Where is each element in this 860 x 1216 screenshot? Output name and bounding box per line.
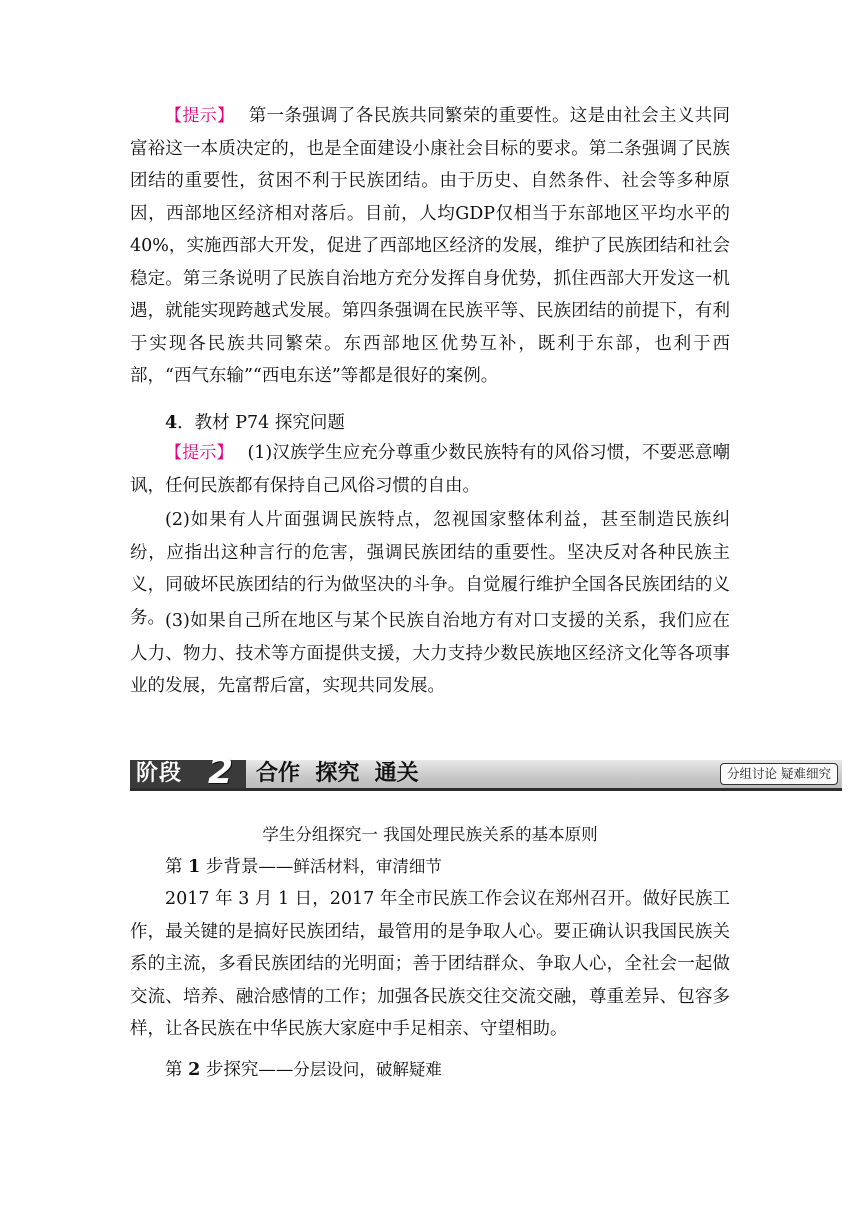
step1-prefix: 第 (165, 857, 189, 877)
answer-item-1 (130, 437, 730, 502)
banner-rule (130, 788, 842, 791)
inquiry-heading: 学生分组探究一 我国处理民族关系的基本原则 (262, 825, 598, 844)
step2-prefix: 第 (165, 1060, 189, 1080)
banner-title: 合作 探究 通关 (256, 761, 419, 786)
banner-tag: 分组讨论 疑难细究 (720, 763, 838, 785)
answer-item-1-text: (1)汉族学生应充分尊重少数民族特有的风俗习惯，不要恶意嘲讽，任何民族都有保持自己风俗习惯的自由。 (130, 443, 731, 496)
answer-item-3: (3)如果自己所在地区与某个民族自治地方有对口支援的关系，我们应在人力、物力、技术等方面提供支援，大力支持少数民族地区经济文化等各项事业的发展，先富帮后富，实现共同发展。 (130, 611, 730, 696)
background-material: 2017 年 3 月 1 日，2017 年全市民族工作会议在郑州召开。做好民族工作，最关键的是搞好民族团结，最管用的是争取人心。要正确认识我国民族关系的主流，多看民族团结的光明面；善于团结群众、争取人心，全社会一起做交流、培养、融洽感情的工作；加强各民族交往交流交融，尊重差异、包容多样，让各民族在中华民族大家庭中手足相亲、守望相助。 (130, 889, 730, 1039)
step2-heading (165, 1055, 442, 1085)
stage-number: 2 (208, 751, 234, 792)
step2-number: 2 (188, 1060, 201, 1080)
step2-title: 分层设问，破解疑难 (293, 1060, 442, 1079)
stage-box (130, 751, 246, 792)
step1-heading (165, 852, 442, 882)
intro-text: 第一条强调了各民族共同繁荣的重要性。这是由社会主义共同富裕这一本质决定的，也是全面建设小康社会目标的要求。第二条强调了民族团结的重要性，贫困不利于民族团结。由于历史、自然条件、社会等多种原因，西部地区经济相对落后。目前，人均GDP仅相当于东部地区平均水平的40%，实施西部大开发，促进了西部地区经济的发展，维护了民族团结和社会稳定。第三条说明了民族自治地方充分发挥自身优势，抓住西部大开发这一机遇，就能实现跨越式发展。第四条强调在民族平等、民族团结的前提下，有利于实现各民族共同繁荣。东西部地区优势互补，既利于东部，也利于西部，“西气东输”“西电东送”等都是很好的案例。 (130, 106, 731, 386)
intro-paragraph (130, 100, 730, 393)
stage-banner (130, 751, 842, 792)
section-number: 4 (165, 413, 178, 433)
answer-item-2: (2)如果有人片面强调民族特点，忽视国家整体利益，甚至制造民族纠纷，应指出这种言行的危害，强调民族团结的重要性。坚决反对各种民族主义，同破坏民族团结的行为做坚决的斗争。自觉履行维护全国各民族团结的义务。 (130, 510, 730, 628)
section-title: ．教材 P74 探究问题 (177, 413, 345, 433)
section-heading (165, 408, 345, 438)
step1-title: 鲜活材料，审清细节 (293, 857, 442, 876)
stage-label: 阶段 (136, 761, 183, 786)
step2-mid: 步探究—— (200, 1060, 294, 1080)
tip-label: 【提示】 (165, 106, 235, 126)
tip-label-2: 【提示】 (165, 443, 234, 463)
step1-mid: 步背景—— (200, 857, 294, 877)
step1-number: 1 (188, 857, 201, 877)
